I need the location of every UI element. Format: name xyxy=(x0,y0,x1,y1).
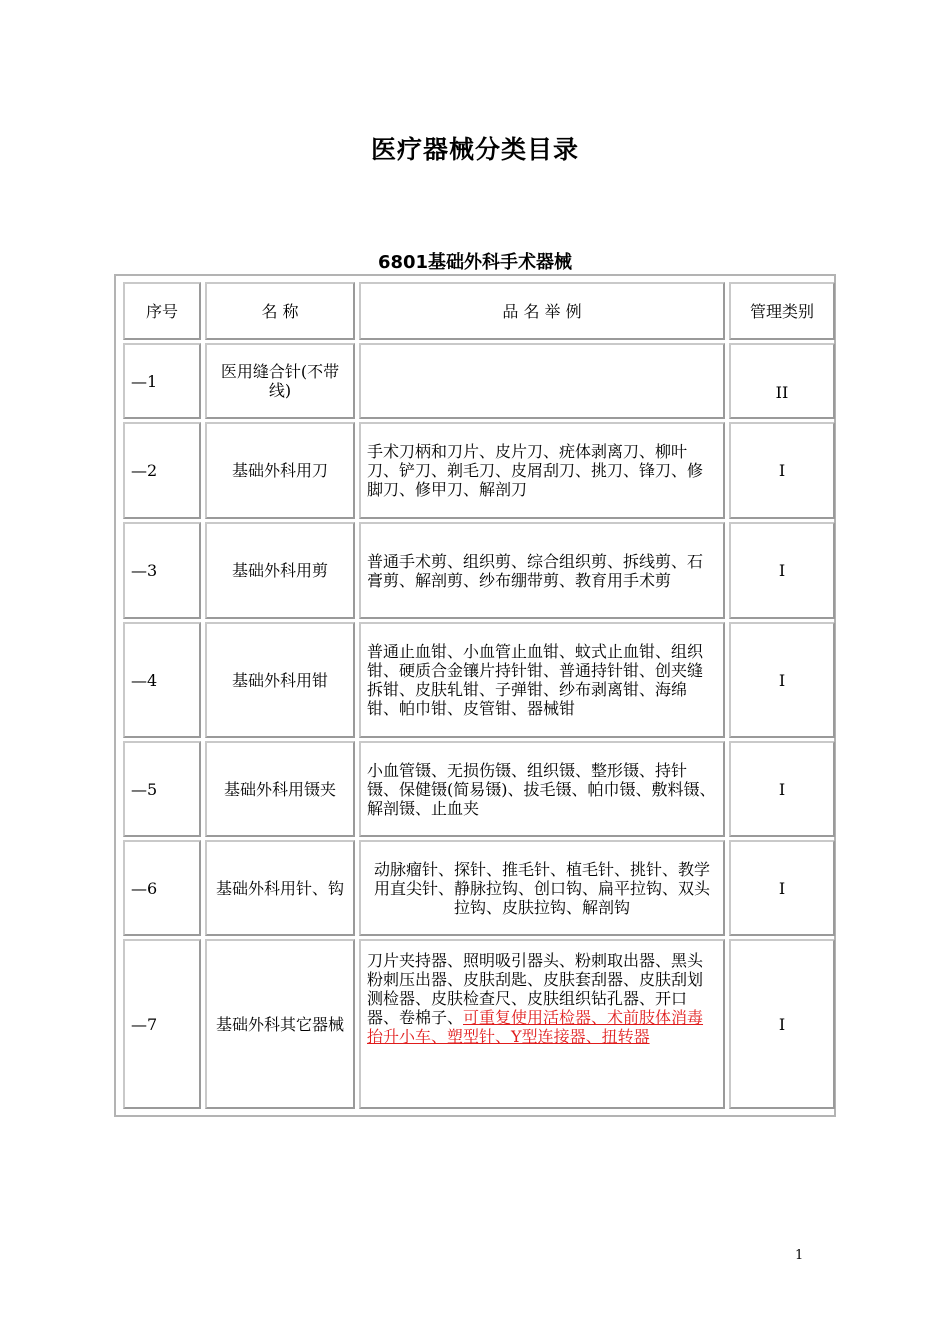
row-name: 基础外科用刀 xyxy=(205,422,355,519)
table-row xyxy=(123,741,835,837)
table-row xyxy=(123,343,835,419)
row-examples: 手术刀柄和刀片、皮片刀、疣体剥离刀、柳叶刀、铲刀、剃毛刀、皮屑刮刀、挑刀、锋刀、修脚刀、修甲刀、解剖刀 xyxy=(359,422,725,519)
row-class: I xyxy=(729,741,835,837)
header-name: 名 称 xyxy=(205,282,355,340)
row-class: I xyxy=(729,622,835,738)
row-no: —1 xyxy=(123,343,201,419)
row-class: I xyxy=(729,422,835,519)
table-row xyxy=(123,622,835,738)
row-name: 基础外科用钳 xyxy=(205,622,355,738)
row-no: —7 xyxy=(123,939,201,1109)
header-class: 管理类别 xyxy=(729,282,835,340)
row-examples: 普通手术剪、组织剪、综合组织剪、拆线剪、石膏剪、解剖剪、纱布绷带剪、教育用手术剪 xyxy=(359,522,725,619)
row-examples-text: 刀片夹持器、照明吸引器头、粉刺取出器、黑头粉刺压出器、皮肤刮匙、皮肤套刮器、皮肤刮划测检器、皮肤检查尺、皮肤组织钻孔器、开口器、卷棉子、 xyxy=(367,951,704,1027)
row-examples: 小血管镊、无损伤镊、组织镊、整形镊、持针镊、保健镊(简易镊)、拔毛镊、帕巾镊、敷料镊、解剖镊、止血夹 xyxy=(359,741,725,837)
page-number: 1 xyxy=(795,1248,804,1263)
row-examples: 普通止血钳、小血管止血钳、蚊式止血钳、组织钳、硬质合金镶片持针钳、普通持针钳、创夹缝拆钳、皮肤轧钳、子弹钳、纱布剥离钳、海绵钳、帕巾钳、皮管钳、器械钳 xyxy=(359,622,725,738)
row-class: I xyxy=(729,522,835,619)
row-class: I xyxy=(729,939,835,1109)
row-no: —2 xyxy=(123,422,201,519)
document-title: 医疗器械分类目录 xyxy=(370,135,579,164)
row-examples: 动脉瘤针、探针、推毛针、植毛针、挑针、教学用直尖针、静脉拉钩、创口钩、扁平拉钩、双头拉钩、皮肤拉钩、解剖钩 xyxy=(359,840,725,936)
row-no: —5 xyxy=(123,741,201,837)
catalog-table xyxy=(114,274,836,1117)
table-row xyxy=(123,840,835,936)
row-examples xyxy=(359,343,725,419)
row-name: 基础外科其它器械 xyxy=(205,939,355,1109)
row-name: 基础外科用针、钩 xyxy=(205,840,355,936)
row-name: 基础外科用镊夹 xyxy=(205,741,355,837)
row-name: 基础外科用剪 xyxy=(205,522,355,619)
table-subtitle: 6801基础外科手术器械 xyxy=(377,252,573,273)
row-no: —6 xyxy=(123,840,201,936)
row-class: I xyxy=(729,840,835,936)
row-class: II xyxy=(729,343,835,419)
row-no: —4 xyxy=(123,622,201,738)
table-row xyxy=(123,522,835,619)
header-examples: 品 名 举 例 xyxy=(359,282,725,340)
table-row xyxy=(123,939,835,1109)
row-examples-revised: 可重复使用活检器、术前肢体消毒抬升小车、塑型针、Y型连接器、扭转器 xyxy=(367,1008,704,1046)
row-name: 医用缝合针(不带线) xyxy=(205,343,355,419)
row-examples xyxy=(359,939,725,1109)
row-no: —3 xyxy=(123,522,201,619)
header-no: 序号 xyxy=(123,282,201,340)
header-row xyxy=(123,282,835,340)
table-row xyxy=(123,422,835,519)
